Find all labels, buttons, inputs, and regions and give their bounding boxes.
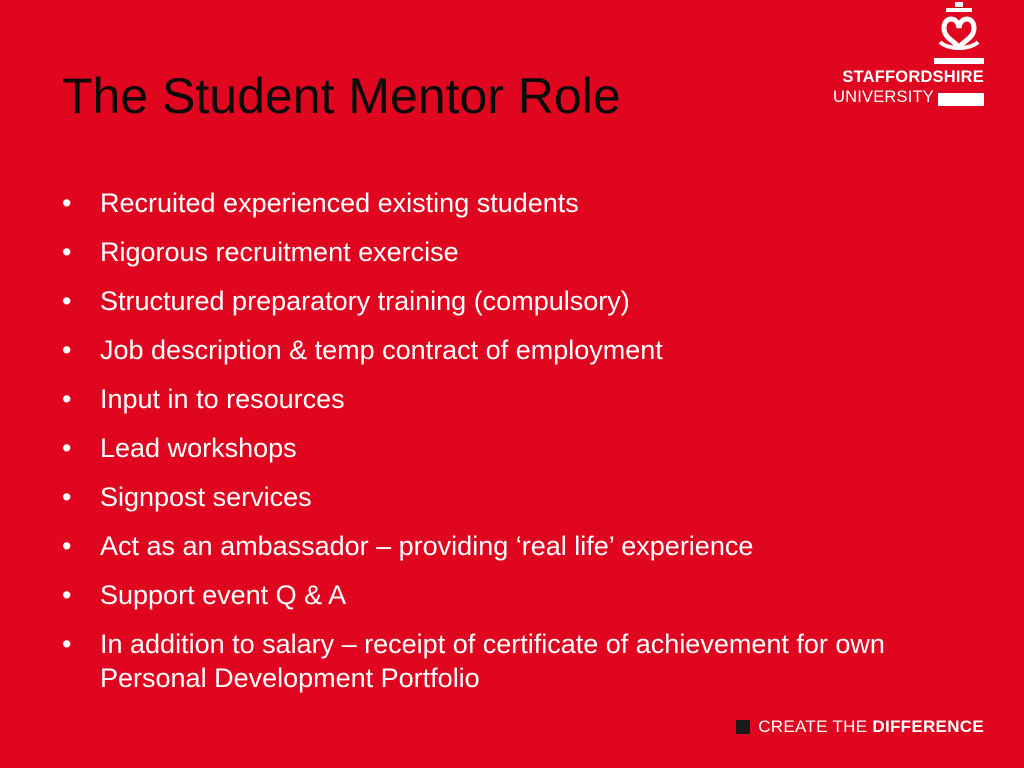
bullet-glyph: • <box>62 531 72 561</box>
bullet-glyph: • <box>62 384 72 414</box>
bullet-glyph: • <box>62 335 72 365</box>
bullet-glyph: • <box>62 433 72 463</box>
bullet-glyph: • <box>62 237 72 267</box>
slide-title: The Student Mentor Role <box>62 68 621 124</box>
list-item <box>58 431 978 465</box>
bullet-glyph: • <box>62 580 72 610</box>
bullet-text: Input in to resources <box>100 384 345 414</box>
university-logo <box>814 0 984 110</box>
bullet-text: Support event Q & A <box>100 580 347 610</box>
bullet-glyph: • <box>62 482 72 512</box>
list-item <box>58 529 978 563</box>
bullet-glyph: • <box>62 286 72 316</box>
bullet-list <box>58 186 978 710</box>
bullet-text: Structured preparatory training (compulsory) <box>100 286 630 316</box>
bullet-text: Act as an ambassador – providing ‘real life’ experience <box>100 531 754 561</box>
staffordshire-knot-crest-icon <box>934 0 984 64</box>
bullet-text: Recruited experienced existing students <box>100 188 579 218</box>
list-item <box>58 284 978 318</box>
black-square-icon <box>736 720 750 734</box>
bullet-text: Job description & temp contract of employment <box>100 335 663 365</box>
list-item <box>58 333 978 367</box>
logo-text-staffordshire: STAFFORDSHIRE <box>842 68 984 86</box>
bullet-glyph: • <box>62 188 72 218</box>
bullet-text: Rigorous recruitment exercise <box>100 237 459 267</box>
bullet-text: Signpost services <box>100 482 312 512</box>
list-item <box>58 382 978 416</box>
tagline-regular: CREATE THE <box>758 717 873 736</box>
list-item <box>58 627 978 695</box>
list-item <box>58 235 978 269</box>
list-item <box>58 578 978 612</box>
logo-text-university: UNIVERSITY <box>832 88 934 106</box>
list-item <box>58 480 978 514</box>
bullet-text: Lead workshops <box>100 433 297 463</box>
tagline-bold: DIFFERENCE <box>872 717 984 736</box>
bullet-glyph: • <box>62 629 72 659</box>
logo-bar <box>938 93 984 106</box>
footer-tagline <box>736 716 984 738</box>
list-item <box>58 186 978 220</box>
bullet-text: In addition to salary – receipt of certificate of achievement for own Personal Development Portfolio <box>100 629 885 693</box>
